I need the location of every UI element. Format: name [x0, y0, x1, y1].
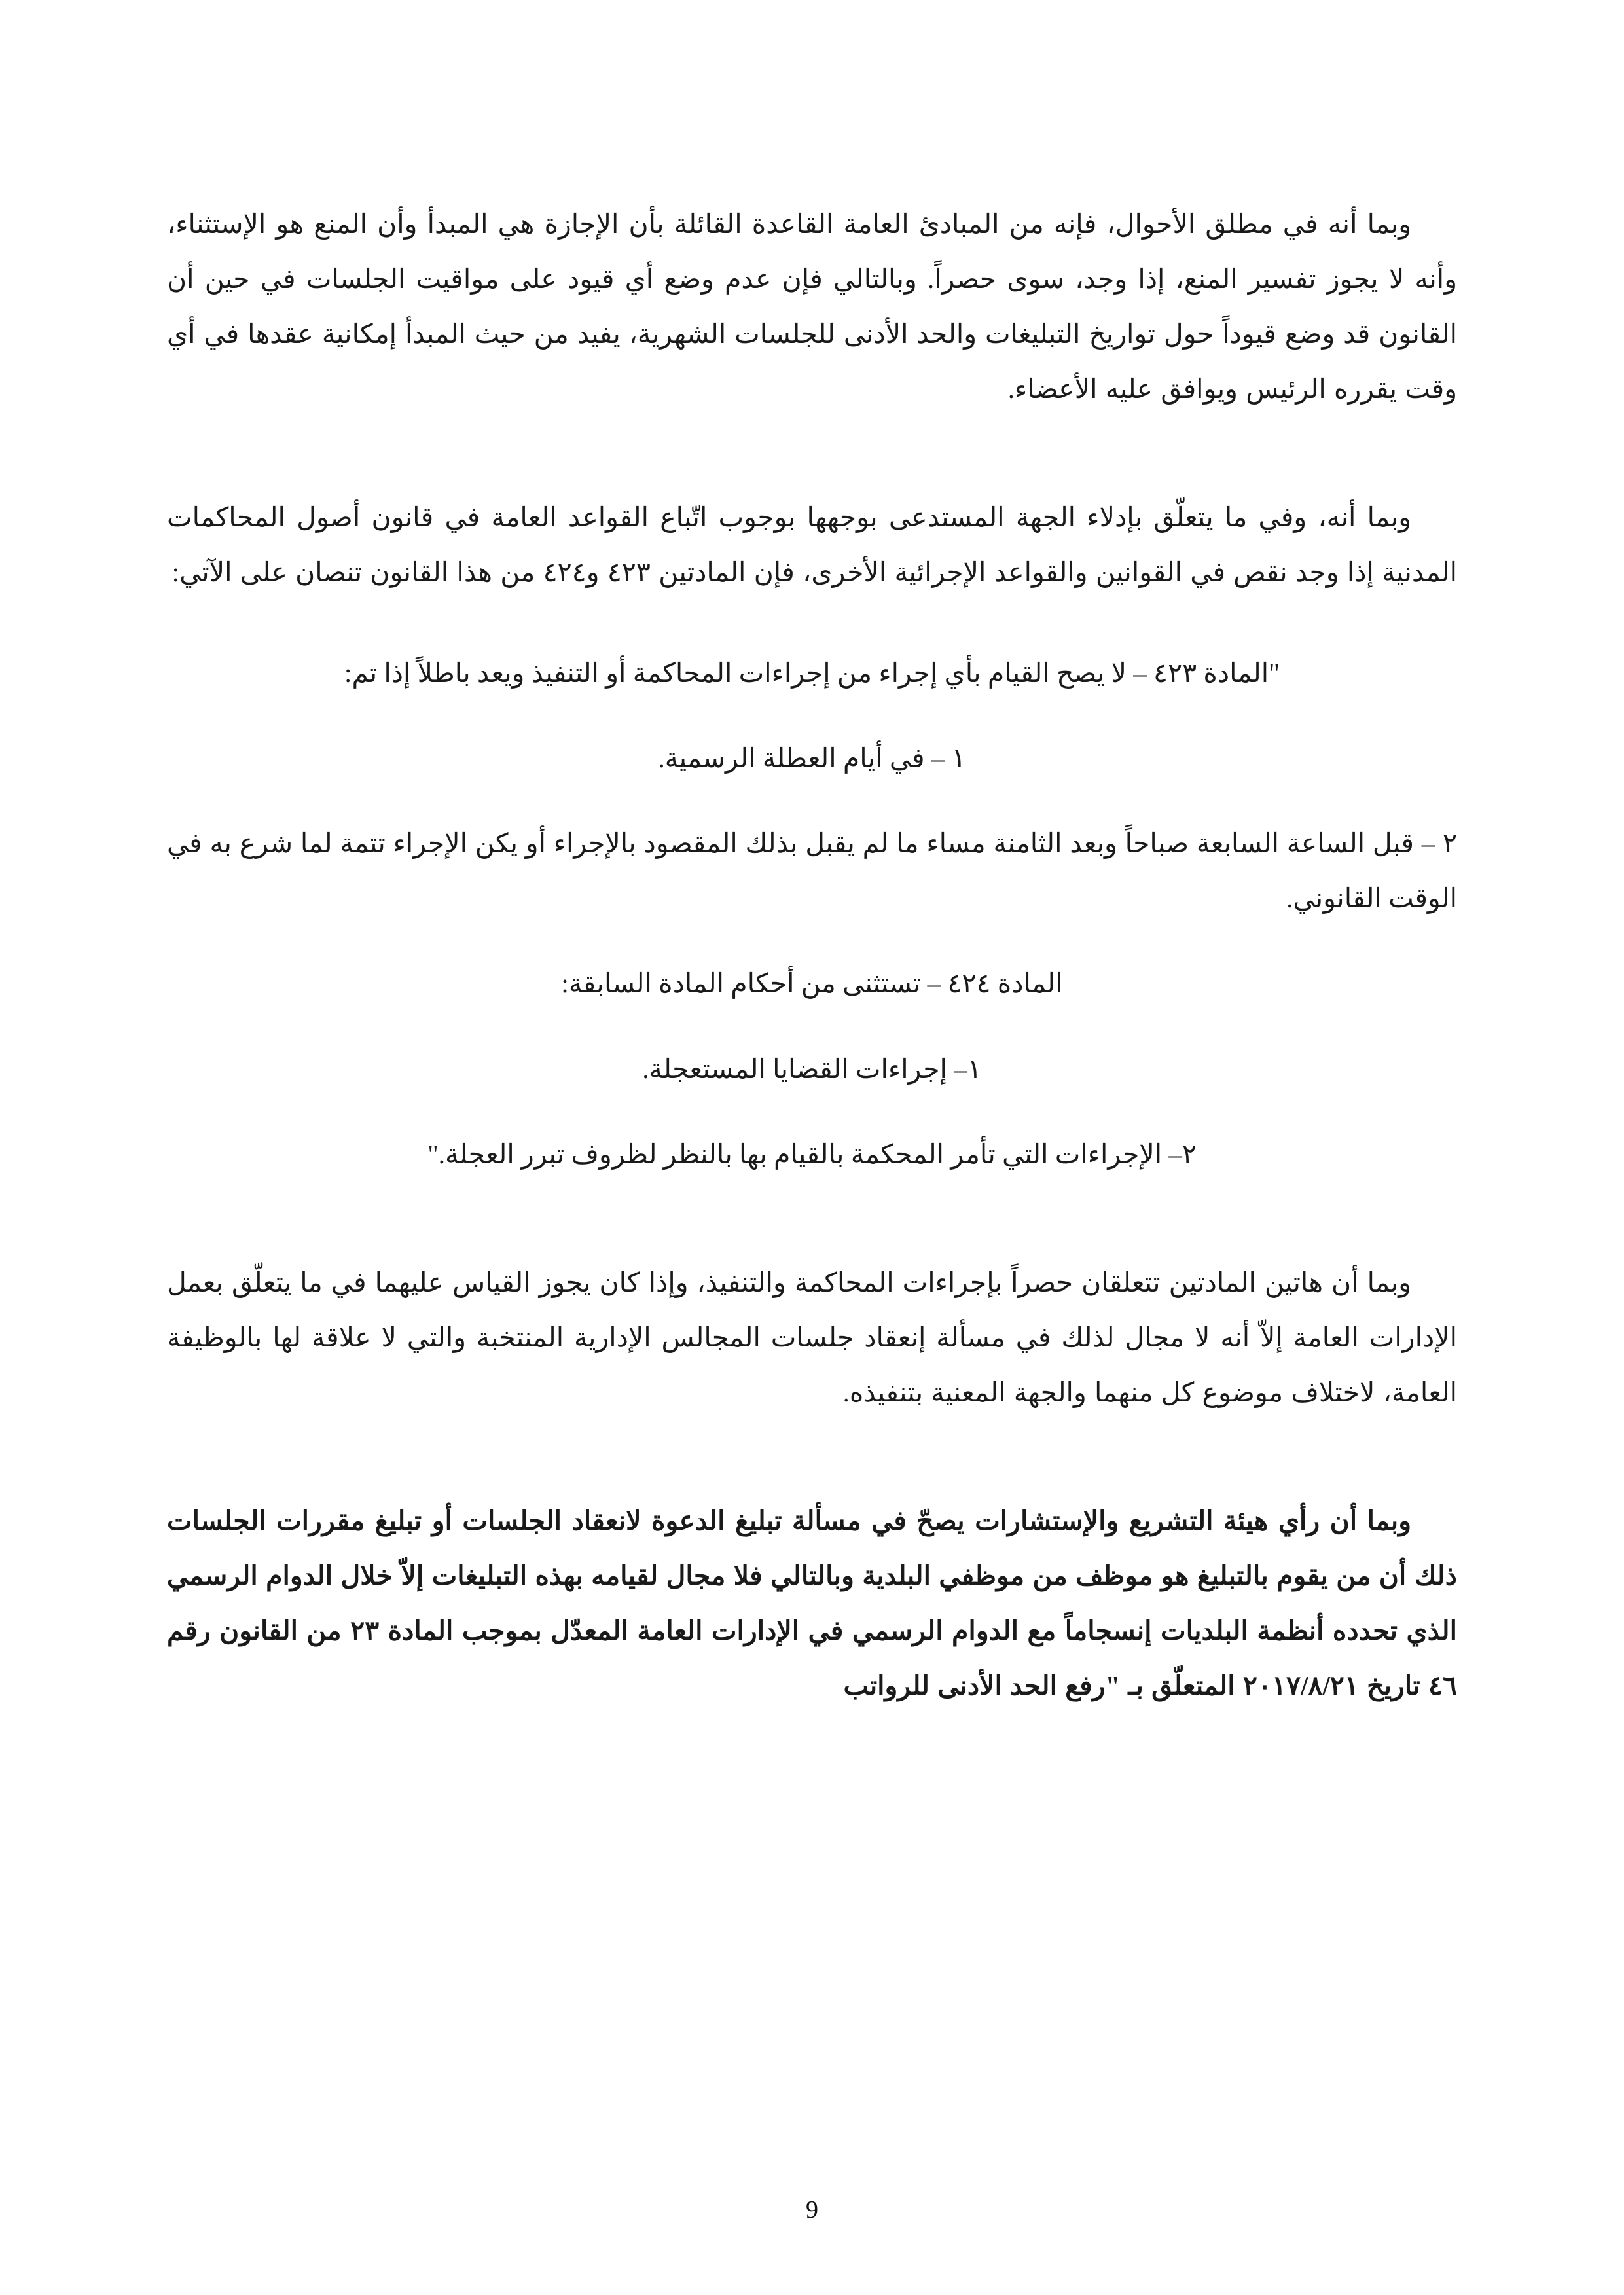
paragraph-spacer: [167, 700, 1457, 731]
paragraph-spacer: [167, 1420, 1457, 1493]
paragraph-2: وبما أنه، وفي ما يتعلّق بإدلاء الجهة المستدعى بوجهها بوجوب اتّباع القواعد العامة في قانون أصول المحاكمات المدنية إذا وجد نقص في القوانين والقواعد الإجرائية الأخرى، فإن المادتين ٤٢٣ و٤٢٤ من هذا القانون تنصان على الآتي:: [167, 502, 1457, 588]
paragraph-1: وبما أنه في مطلق الأحوال، فإنه من المبادئ العامة القاعدة القائلة بأن الإجازة هي المبدأ وأن المنع هو الإستثناء، وأنه لا يجوز تفسير المنع، إذا وجد، سوى حصراً. وبالتالي فإن عدم وضع أي قيود على مواقيت الجلسات في حين أن القانون قد وضع قيوداً حول تواريخ التبليغات والحد الأدنى للجلسات الشهرية، يفيد من حيث المبدأ إمكانية عقدها في أي وقت يقرره الرئيس ويوافق عليه الأعضاء.: [167, 209, 1457, 405]
paragraph-spacer: [167, 1096, 1457, 1127]
article-424-item-2: ٢– الإجراءات التي تأمر المحكمة بالقيام بها بالنظر لظروف تبرر العجلة.": [427, 1138, 1197, 1169]
paragraph-spacer: [167, 786, 1457, 816]
article-423-item-1: ١ – في أيام العطلة الرسمية.: [658, 743, 966, 774]
paragraph-spacer: [167, 600, 1457, 645]
paragraph-9: وبما أن هاتين المادتين تتعلقان حصراً بإجراءات المحاكمة والتنفيذ، وإذا كان يجوز القياس عليهما في ما يتعلّق بعمل الإدارات العامة إلاّ أنه لا مجال لذلك في مسألة إنعقاد جلسات المجالس الإدارية المنتخبة والتي لا علاقة لها بالوظيفة العامة، لاختلاف موضوع كل منهما والجهة المعنية بتنفيذه.: [167, 1267, 1457, 1407]
paragraph-spacer: [167, 926, 1457, 956]
paragraph-spacer: [167, 416, 1457, 490]
paragraph-spacer: [167, 1182, 1457, 1255]
article-423-item-2: ٢ – قبل الساعة السابعة صباحاً وبعد الثامنة مساء ما لم يقبل بذلك المقصود بالإجراء أو يكن الإجراء تتمة لما شرع به في الوقت القانوني.: [167, 828, 1457, 914]
paragraph-10: وبما أن رأي هيئة التشريع والإستشارات يصحّ في مسألة تبليغ الدعوة لانعقاد الجلسات أو تبليغ مقررات الجلسات ذلك أن من يقوم بالتبليغ هو موظف من موظفي البلدية وبالتالي فلا مجال لقيامه بهذه التبليغات إلاّ خلال الدوام الرسمي الذي تحدده أنظمة البلديات إنسجاماً مع الدوام الرسمي في الإدارات العامة المعدّل بموجب المادة ٢٣ من القانون رقم ٤٦ تاريخ ٢٠١٧/٨/٢١ المتعلّق بـ "رفع الحد الأدنى للرواتب: [167, 1505, 1457, 1701]
paragraph-spacer: [167, 1011, 1457, 1041]
quoted-article-423-lead: "المادة ٤٢٣ – لا يصح القيام بأي إجراء من إجراءات المحاكمة أو التنفيذ ويعد باطلاً إذا تم:: [344, 658, 1280, 689]
document-body: [167, 196, 1457, 1713]
page-number: 9: [806, 2196, 818, 2224]
quoted-article-424-lead: المادة ٤٢٤ – تستثنى من أحكام المادة السابقة:: [561, 968, 1063, 999]
article-424-item-1: ١– إجراءات القضايا المستعجلة.: [642, 1053, 982, 1084]
